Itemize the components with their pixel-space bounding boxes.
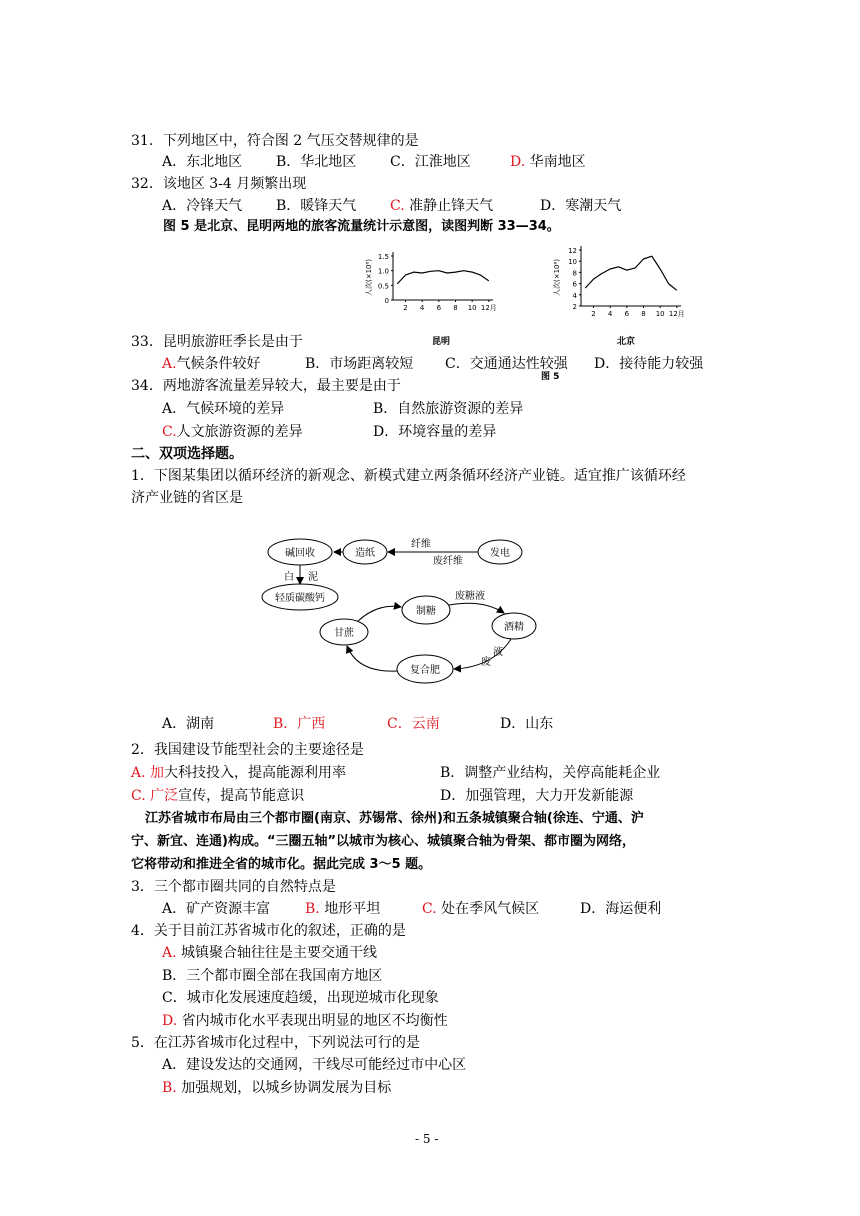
q34-option-b: B．自然旅游资源的差异 xyxy=(373,401,524,417)
option-text: 准静止锋天气 xyxy=(409,198,494,214)
x-tick-label: 4 xyxy=(607,310,613,318)
q31-option-b: B．华北地区 xyxy=(276,154,357,170)
y-tick-label: 10 xyxy=(568,258,577,267)
x-tick-label: 8 xyxy=(453,304,458,312)
passage-line1: 江苏省城市布局由三个都市圈(南京、苏锡常、徐州)和五条城镇聚合轴(徐连、宁通、沪 xyxy=(145,811,644,826)
q32-stem: 32．该地区 3-4 月频繁出现 xyxy=(131,176,307,192)
answer-letter: D. xyxy=(162,1013,178,1029)
y-tick-label: 2 xyxy=(572,303,577,311)
option-text: 省内城市化水平表现出明显的地区不均衡性 xyxy=(181,1013,448,1029)
dq3-option-b xyxy=(305,900,380,918)
passage-line2: 宁、新宜、连通)构成。“三圈五轴”以城市为核心、城镇聚合轴为骨架、都市圈为网络， xyxy=(131,834,636,849)
q31-stem: 31．下列地区中，符合图 2 气压交替规律的是 xyxy=(131,133,419,149)
dq1-stem-line2: 济产业链的省区是 xyxy=(131,490,243,506)
answer-letter: B. xyxy=(162,1080,177,1096)
x-tick-label: 8 xyxy=(641,310,646,318)
answer-letter: C. xyxy=(162,424,177,440)
arrow-sugar-alcohol xyxy=(449,603,504,613)
y-tick-label: 8 xyxy=(572,269,577,278)
dq4-option-c: C．城市化发展速度趋缓，出现逆城市化现象 xyxy=(162,990,439,1006)
q33-option-c: C．交通通达性较强 xyxy=(445,356,568,372)
option-text: 气候条件较好 xyxy=(176,356,261,372)
y-tick-label: 0.5 xyxy=(377,282,389,291)
chart-beijing-caption: 北京 xyxy=(617,337,636,347)
fig5-label: 图 5 xyxy=(541,372,560,382)
dq2-option-a xyxy=(131,764,346,782)
q31-option-d xyxy=(510,153,586,171)
dq4-option-d xyxy=(162,1012,448,1030)
q33-option-d: D．接待能力较强 xyxy=(594,356,704,372)
node-caco3-label: 轻质碳酸钙 xyxy=(275,593,325,604)
chart-kunming-caption: 昆明 xyxy=(432,337,451,347)
chart-kunming xyxy=(360,244,510,344)
option-text: 宣传，提高节能意识 xyxy=(178,788,305,804)
node-cane-label: 甘蔗 xyxy=(334,628,354,639)
dq4-stem: 4．关于目前江苏省城市化的叙述，正确的是 xyxy=(131,923,406,939)
answer-letter: A. xyxy=(162,945,177,961)
q33-stem: 33．昆明旅游旺季长是由于 xyxy=(131,334,303,350)
node-paper-label: 造纸 xyxy=(355,548,375,559)
section-heading: 二、双项选择题。 xyxy=(131,446,243,462)
x-tick-label: 6 xyxy=(436,304,442,312)
answer-letter: C. 广泛 xyxy=(131,788,179,804)
dq3-stem: 3．三个都市圈共同的自然特点是 xyxy=(131,879,336,895)
y-tick-label: 0 xyxy=(384,297,389,305)
dq3-option-a: A．矿产资源丰富 xyxy=(162,901,271,917)
dq2-option-b: B．调整产业结构，关停高能耗企业 xyxy=(440,765,661,781)
x-tick-label: 10 xyxy=(655,310,665,318)
y-axis-label: 人次(×10⁶) xyxy=(365,258,373,296)
arrow-fert-cane xyxy=(347,646,397,671)
dq1-option-a: A．湖南 xyxy=(162,716,215,732)
q32-option-b: B．暖锋天气 xyxy=(276,198,357,214)
series-line xyxy=(397,271,489,284)
answer-letter: D. xyxy=(510,154,526,170)
y-tick-label: 12 xyxy=(568,247,577,255)
dq2-stem: 2．我国建设节能型社会的主要途径是 xyxy=(131,742,364,758)
q34-option-d: D．环境容量的差异 xyxy=(373,424,497,440)
dq5-stem: 5．在江苏省城市化过程中，下列说法可行的是 xyxy=(131,1035,420,1051)
y-tick-label: 1.0 xyxy=(377,267,389,276)
cycle-diagram xyxy=(258,527,538,699)
dq4-option-b: B．三个都市圈全部在我国南方地区 xyxy=(162,968,383,984)
node-sugar-label: 制糖 xyxy=(416,606,436,617)
page-number: - 5 - xyxy=(415,1132,439,1146)
q34-option-c xyxy=(162,423,303,441)
answer-letter: B. xyxy=(305,901,320,917)
q32-option-c xyxy=(390,197,493,215)
chart-beijing xyxy=(548,244,698,334)
q32-option-d: D．寒潮天气 xyxy=(540,198,622,214)
dq2-option-c xyxy=(131,787,304,805)
option-text: 人文旅游资源的差异 xyxy=(176,424,303,440)
dq1-option-c: C．云南 xyxy=(387,716,440,732)
arrow-cane-sugar xyxy=(358,606,401,621)
q34-stem: 34．两地游客流量差异较大，最主要是由于 xyxy=(131,378,401,394)
node-fert-label: 复合肥 xyxy=(410,665,440,676)
label-molasses: 废糖液 xyxy=(455,591,485,602)
x-tick-label: 2 xyxy=(591,310,596,318)
x-tick-label: 10 xyxy=(467,304,477,312)
fig5-intro: 图 5 是北京、昆明两地的旅客流量统计示意图，读图判断 33—34。 xyxy=(163,219,560,234)
answer-letter: A. 加 xyxy=(131,765,165,781)
option-text: 加强规划，以城乡协调发展为目标 xyxy=(181,1080,392,1096)
x-tick-label: 4 xyxy=(419,304,425,312)
q33-option-a xyxy=(162,355,261,373)
x-tick-label: 12月 xyxy=(668,310,685,318)
answer-letter: C. xyxy=(390,198,405,214)
dq1-option-d: D．山东 xyxy=(500,716,554,732)
dq2-option-d: D．加强管理，大力开发新能源 xyxy=(440,788,634,804)
label-white: 白 xyxy=(284,572,294,583)
dq3-option-d: D．海运便利 xyxy=(580,901,662,917)
option-text: 处在季风气候区 xyxy=(441,901,540,917)
q32-option-a: A．冷锋天气 xyxy=(162,198,243,214)
y-tick-label: 1.5 xyxy=(377,253,389,261)
x-tick-label: 6 xyxy=(624,310,630,318)
y-tick-label: 6 xyxy=(572,280,577,289)
q31-option-c: C．江淮地区 xyxy=(390,154,471,170)
label-mud: 泥 xyxy=(308,572,318,583)
y-axis-label: 人次(×10⁶) xyxy=(553,258,561,296)
label-waste-fiber: 废纤维 xyxy=(433,556,463,567)
option-text: 地形平坦 xyxy=(324,901,381,917)
passage-line3: 它将带动和推进全省的城市化。据此完成 3～5 题。 xyxy=(131,857,432,872)
dq5-option-a: A．建设发达的交通网，干线尽可能经过市中心区 xyxy=(162,1057,467,1073)
q33-option-b: B．市场距离较短 xyxy=(305,356,414,372)
option-text: 大科技投入，提高能源利用率 xyxy=(164,765,347,781)
label-fiber: 纤维 xyxy=(411,539,431,550)
answer-letter: A. xyxy=(162,356,177,372)
series-line xyxy=(585,256,677,290)
q34-option-a: A．气候环境的差异 xyxy=(162,401,285,417)
dq5-option-b xyxy=(162,1079,391,1097)
x-tick-label: 12月 xyxy=(480,304,497,312)
node-alkali-label: 碱回收 xyxy=(285,548,315,559)
y-tick-label: 4 xyxy=(572,291,577,300)
x-tick-label: 2 xyxy=(403,304,408,312)
dq1-stem-line1: 1．下图某集团以循环经济的新观念、新模式建立两条循环经济产业链。适宜推广该循环经 xyxy=(131,468,686,484)
option-text: 城镇聚合轴往往是主要交通干线 xyxy=(181,945,378,961)
q31-option-a: A．东北地区 xyxy=(162,154,243,170)
option-text: 华南地区 xyxy=(529,154,586,170)
label-liquid: 液 xyxy=(493,647,503,658)
dq4-option-a xyxy=(162,944,377,962)
node-alcohol-label: 酒精 xyxy=(504,622,524,633)
dq3-option-c xyxy=(422,900,539,918)
answer-letter: C. xyxy=(422,901,437,917)
dq1-option-b: B．广西 xyxy=(273,716,326,732)
label-waste: 废 xyxy=(481,657,491,668)
node-power-label: 发电 xyxy=(490,548,510,559)
